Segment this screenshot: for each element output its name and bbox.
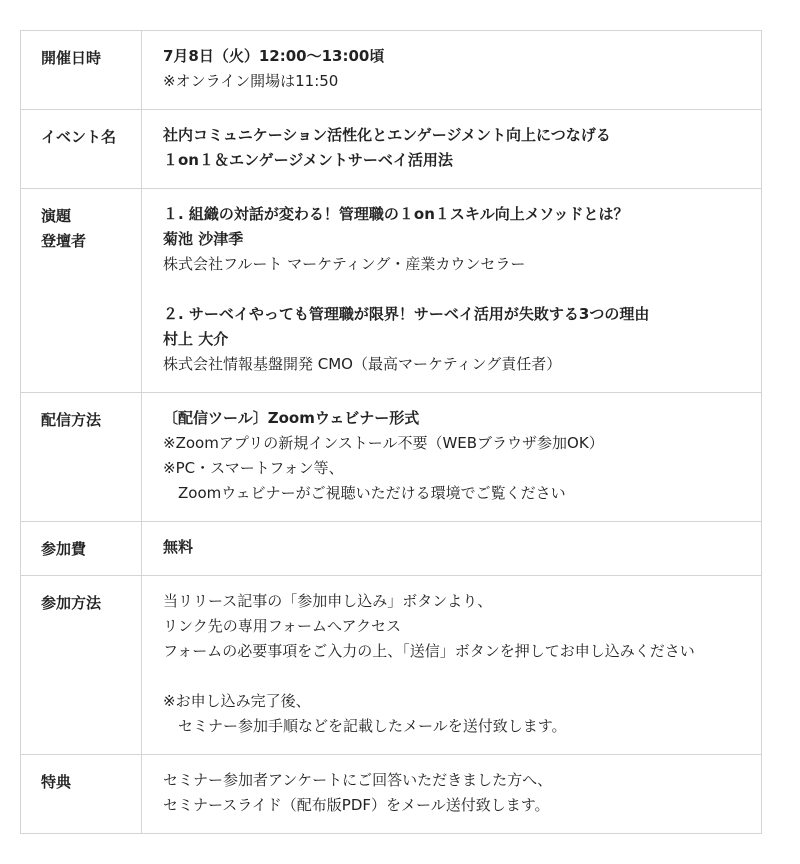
row-content (142, 755, 761, 833)
content-line: 社内コミュニケーション活性化とエンゲージメント向上につなげる (163, 126, 611, 144)
content-line: フォームの必要事項をご入力の上、「送信」ボタンを押してお申し込みください (163, 642, 695, 660)
row-label (21, 576, 142, 754)
row-label-text: 開催日時 (41, 49, 102, 67)
row-content (142, 522, 761, 575)
content-line: 当リリース記事の「参加申し込み」ボタンより、 (163, 592, 493, 610)
row-bonus (21, 755, 761, 834)
content-line: 〔配信ツール〕Zoomウェビナー形式 (163, 409, 420, 427)
content-line: ※PC・スマートフォン等、 (163, 459, 344, 477)
row-label (21, 189, 142, 392)
content-line: 株式会社情報基盤開発 CMO（最高マーケティング責任者） (163, 355, 562, 373)
content-line: 無料 (163, 538, 194, 556)
row-content (142, 393, 761, 521)
row-fee (21, 522, 761, 576)
content-line: ２. サーベイやっても管理職が限界！サーベイ活用が失敗する3つの理由 (163, 305, 650, 323)
row-label-text: イベント名 (41, 128, 117, 146)
content-line: 7月8日（火）12:00〜13:00頃 (163, 47, 385, 65)
content-line: ※オンライン開場は11:50 (163, 72, 339, 90)
event-info-table (20, 30, 762, 834)
content-line: １. 組織の対話が変わる！管理職の１on１スキル向上メソッドとは？ (163, 205, 629, 223)
content-line: Zoomウェビナーがご視聴いただける環境でご覧ください (178, 484, 566, 502)
row-label (21, 522, 142, 575)
blank-line (163, 664, 761, 689)
row-label-text: 登壇者 (41, 232, 87, 250)
row-event-name (21, 110, 761, 189)
row-content (142, 31, 761, 109)
content-line: 菊池 沙津季 (163, 230, 244, 248)
row-delivery (21, 393, 761, 522)
row-how-to-join (21, 576, 761, 755)
row-label (21, 755, 142, 833)
row-label-text: 配信方法 (41, 411, 102, 429)
content-line: ※Zoomアプリの新規インストール不要（WEBブラウザ参加OK） (163, 434, 604, 452)
row-content (142, 189, 761, 392)
content-line: セミナー参加手順などを記載したメールを送付致します。 (178, 717, 567, 735)
content-line: 村上 大介 (163, 330, 229, 348)
content-line: セミナースライド（配布版PDF）をメール送付致します。 (163, 796, 550, 814)
content-line: ※お申し込み完了後、 (163, 692, 311, 710)
row-date (21, 31, 761, 110)
row-label (21, 393, 142, 521)
row-label-text: 特典 (41, 773, 72, 791)
row-label-text: 参加方法 (41, 594, 102, 612)
row-label (21, 31, 142, 109)
row-content (142, 576, 761, 754)
content-line: セミナー参加者アンケートにご回答いただきました方へ、 (163, 771, 553, 789)
row-label-text: 参加費 (41, 540, 87, 558)
content-line: 株式会社フルート マーケティング・産業カウンセラー (163, 255, 526, 273)
row-label (21, 110, 142, 188)
row-content (142, 110, 761, 188)
content-line: １on１＆エンゲージメントサーベイ活用法 (163, 151, 453, 169)
row-topics-speakers (21, 189, 761, 393)
blank-line (163, 277, 761, 302)
row-label-text: 演題 (41, 207, 72, 225)
content-line: リンク先の専用フォームへアクセス (163, 617, 402, 635)
